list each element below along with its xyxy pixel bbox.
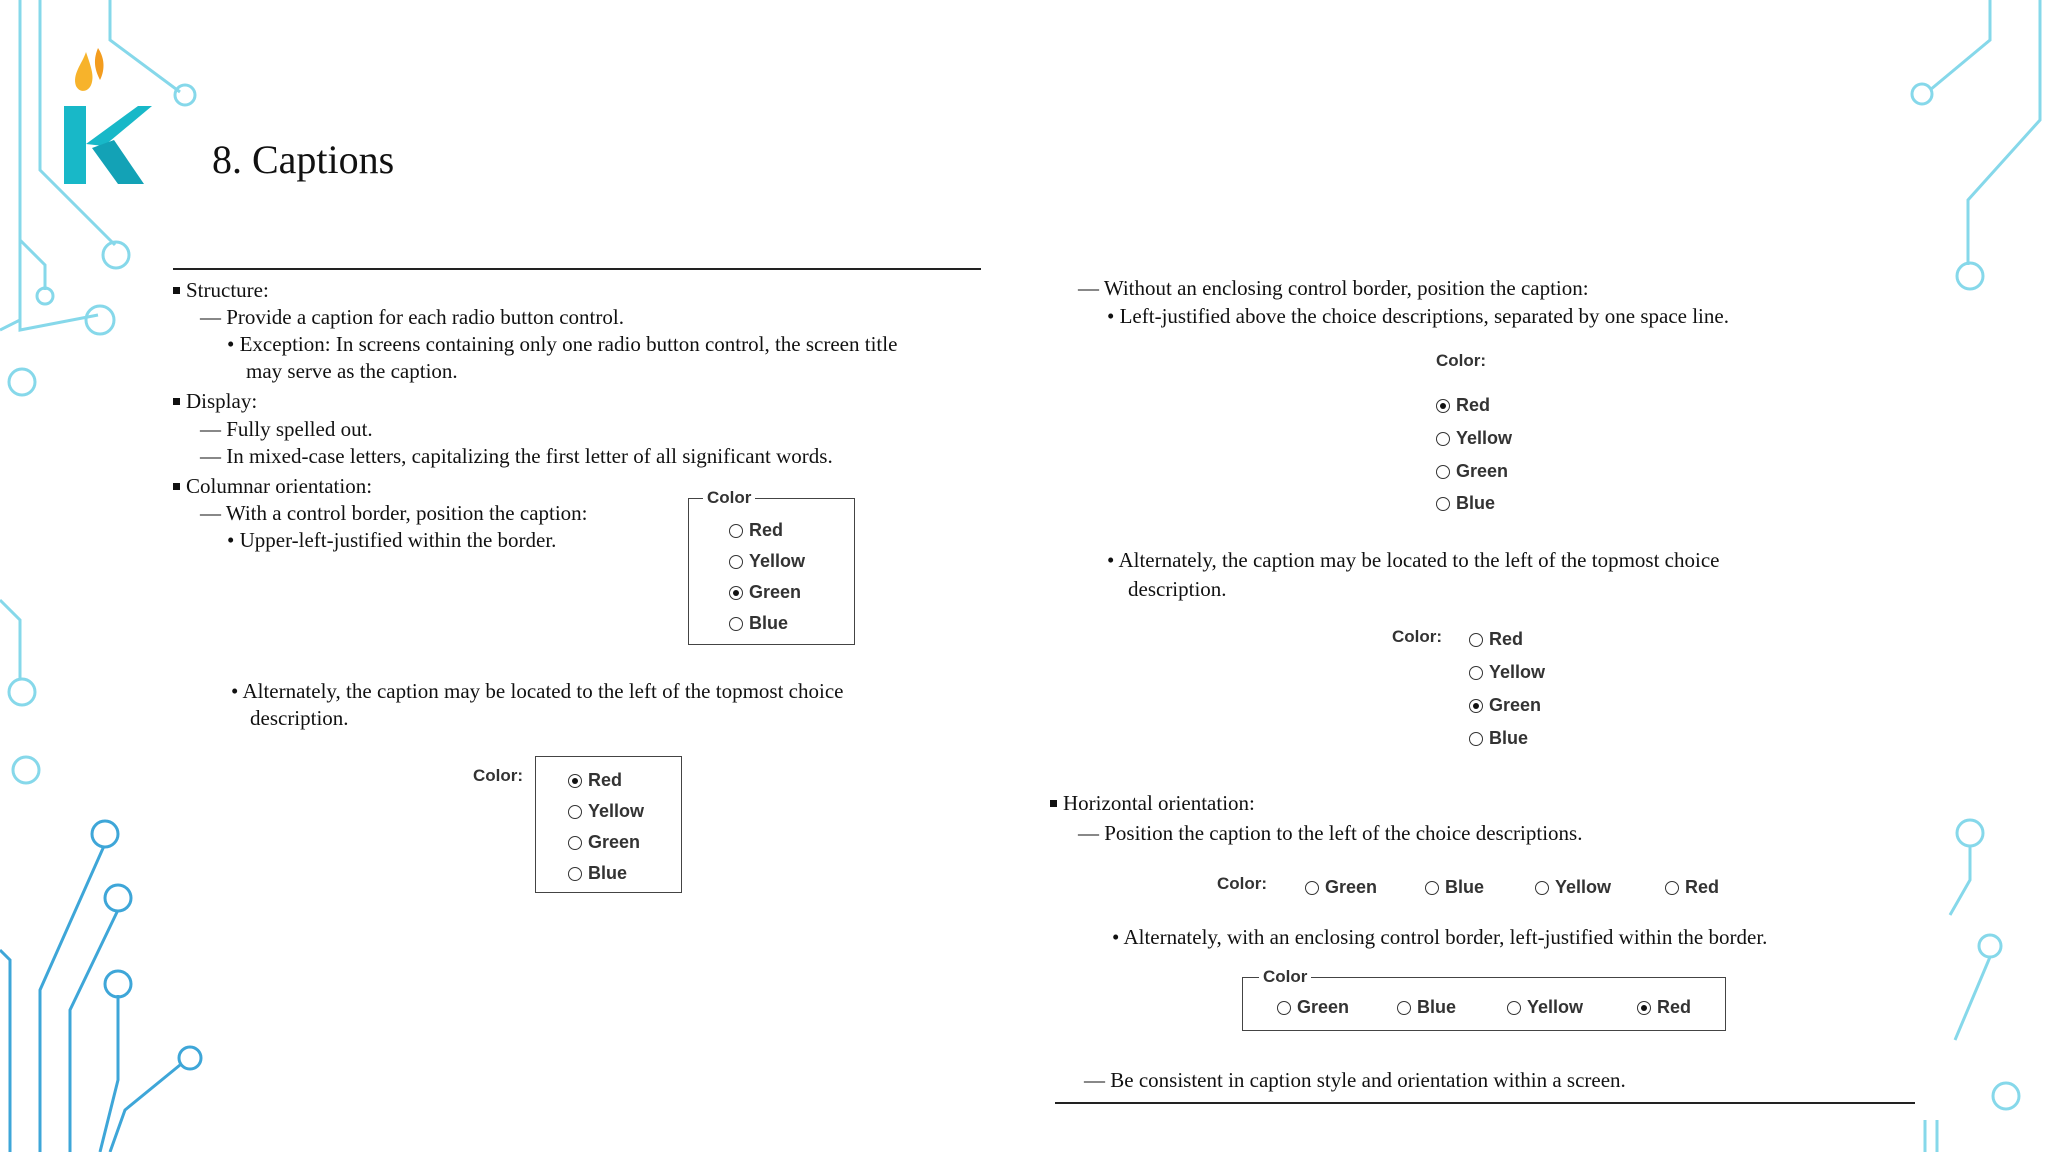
radio-option-blue[interactable]: Blue [1425, 878, 1484, 896]
radio-button[interactable] [1305, 881, 1319, 895]
radio-option-green[interactable]: Green [1436, 462, 1508, 480]
example-side-caption-noborder: Color: [1392, 627, 1443, 646]
noborder-subitem: • Left-justified above the choice descriptions, separated by one space line. [1107, 304, 1729, 328]
display-item-2: — In mixed-case letters, capitalizing the first letter of all significant words. [200, 444, 833, 468]
radio-button[interactable] [1507, 1001, 1521, 1015]
example-side-caption: Color: [473, 766, 524, 785]
example-bordered-columnar [688, 488, 855, 645]
radio-button[interactable] [1436, 465, 1450, 479]
radio-option-green[interactable]: Green [729, 583, 801, 601]
structure-heading: Structure: [173, 278, 269, 303]
structure-exception-line1: • Exception: In screens containing only one radio button control, the screen title [227, 332, 898, 356]
example-caption-above: Color: [1436, 351, 1487, 370]
radio-button-selected[interactable] [1436, 399, 1450, 413]
radio-button-selected[interactable] [1637, 1001, 1651, 1015]
radio-option-green[interactable]: Green [1277, 998, 1349, 1016]
radio-option-green[interactable]: Green [568, 833, 640, 851]
radio-option-blue[interactable]: Blue [1469, 729, 1528, 747]
radio-option-blue[interactable]: Blue [1436, 494, 1495, 512]
radio-button[interactable] [568, 836, 582, 850]
radio-option-red[interactable]: Red [568, 771, 622, 789]
radio-button[interactable] [568, 805, 582, 819]
example-horizontal-caption: Color: [1217, 874, 1268, 893]
horizontal-alternate: • Alternately, with an enclosing control border, left-justified within the border. [1112, 925, 1768, 949]
horizontal-heading: Horizontal orientation: [1050, 791, 1255, 816]
example-caption: Color [703, 489, 755, 506]
radio-option-blue[interactable]: Blue [1397, 998, 1456, 1016]
radio-option-blue[interactable]: Blue [568, 864, 627, 882]
consistency-item: — Be consistent in caption style and orientation within a screen. [1084, 1068, 1626, 1092]
radio-option-yellow[interactable]: Yellow [729, 552, 805, 570]
slide-title: 8. Captions [212, 137, 395, 182]
radio-button[interactable] [1665, 881, 1679, 895]
example-bordered-horizontal [1242, 967, 1726, 1031]
right-bottom-rule [1055, 1102, 1915, 1104]
radio-option-blue[interactable]: Blue [729, 614, 788, 632]
radio-button-selected[interactable] [729, 586, 743, 600]
radio-button[interactable] [1469, 633, 1483, 647]
columnar-item: — With a control border, position the caption: [200, 501, 588, 525]
columnar-alternate-line2: description. [250, 706, 349, 730]
structure-exception-line2: may serve as the caption. [246, 359, 458, 383]
columnar-heading: Columnar orientation: [173, 474, 372, 499]
structure-item: — Provide a caption for each radio button control. [200, 305, 624, 329]
columnar-subitem: • Upper-left-justified within the border. [227, 528, 557, 552]
radio-button[interactable] [1469, 732, 1483, 746]
left-top-rule [173, 268, 981, 270]
example-bordered-side-caption [535, 756, 682, 893]
example-caption: Color [1259, 968, 1311, 985]
radio-button-selected[interactable] [568, 774, 582, 788]
radio-button[interactable] [1469, 666, 1483, 680]
radio-button[interactable] [729, 524, 743, 538]
radio-button[interactable] [1535, 881, 1549, 895]
radio-button[interactable] [1397, 1001, 1411, 1015]
radio-button-selected[interactable] [1469, 699, 1483, 713]
right-alternate-line1: • Alternately, the caption may be located to the left of the topmost choice [1107, 548, 1720, 572]
radio-option-yellow[interactable]: Yellow [568, 802, 644, 820]
display-heading: Display: [173, 389, 257, 414]
radio-button[interactable] [729, 617, 743, 631]
radio-button[interactable] [1425, 881, 1439, 895]
radio-option-yellow[interactable]: Yellow [1535, 878, 1611, 896]
display-item-1: — Fully spelled out. [200, 417, 373, 441]
radio-option-green[interactable]: Green [1305, 878, 1377, 896]
horizontal-item: — Position the caption to the left of the choice descriptions. [1078, 821, 1583, 845]
radio-option-red[interactable]: Red [1637, 998, 1691, 1016]
right-alternate-line2: description. [1128, 577, 1227, 601]
radio-option-red[interactable]: Red [1469, 630, 1523, 648]
radio-option-green[interactable]: Green [1469, 696, 1541, 714]
radio-option-red[interactable]: Red [729, 521, 783, 539]
columnar-alternate-line1: • Alternately, the caption may be located to the left of the topmost choice [231, 679, 844, 703]
radio-button[interactable] [1277, 1001, 1291, 1015]
radio-option-red[interactable]: Red [1436, 396, 1490, 414]
radio-option-yellow[interactable]: Yellow [1507, 998, 1583, 1016]
brand-logo [52, 44, 152, 189]
radio-button[interactable] [729, 555, 743, 569]
radio-option-yellow[interactable]: Yellow [1469, 663, 1545, 681]
radio-button[interactable] [568, 867, 582, 881]
radio-option-yellow[interactable]: Yellow [1436, 429, 1512, 447]
radio-option-red[interactable]: Red [1665, 878, 1719, 896]
radio-button[interactable] [1436, 432, 1450, 446]
noborder-item: — Without an enclosing control border, position the caption: [1078, 276, 1589, 300]
radio-button[interactable] [1436, 497, 1450, 511]
